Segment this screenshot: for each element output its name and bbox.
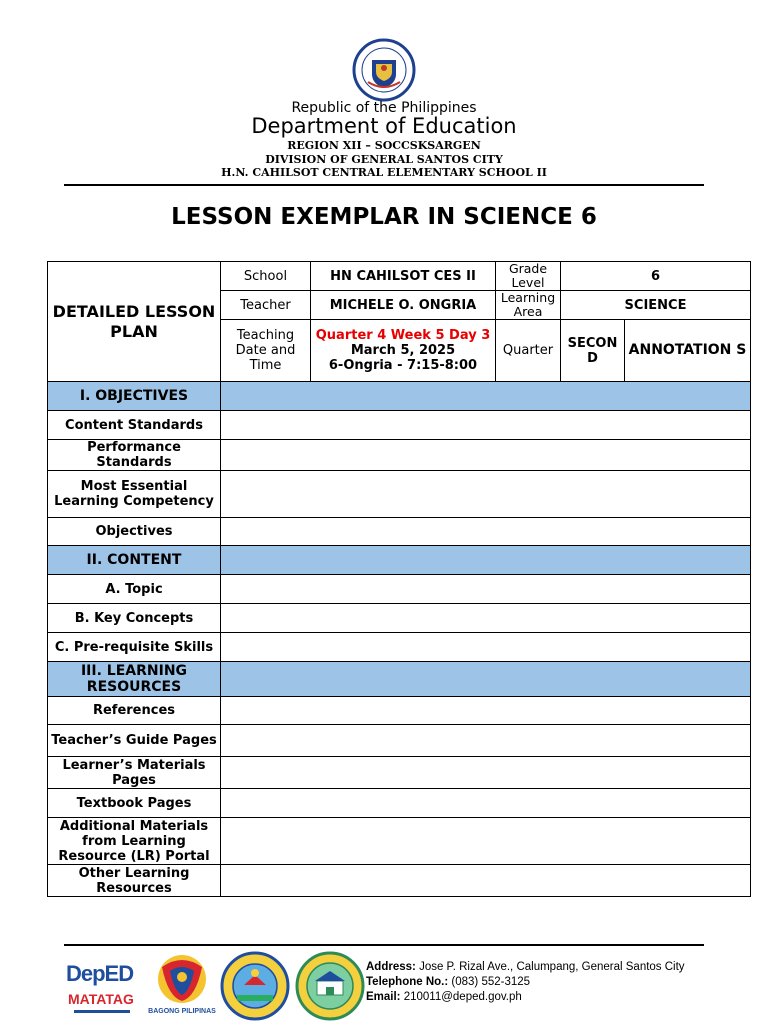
teacher-value: MICHELE O. ONGRIA — [311, 291, 496, 320]
section-content-fill — [221, 546, 751, 575]
row-additional-materials: Additional Materials from Learning Resource (LR) Portal — [48, 818, 221, 865]
footer-contact — [366, 960, 685, 1005]
date-time-cell — [311, 320, 496, 382]
division-line: DIVISION OF GENERAL SANTOS CITY — [265, 153, 503, 166]
date-quarter-week: Quarter 4 Week 5 Day 3 — [315, 328, 491, 343]
school-value: HN CAHILSOT CES II — [311, 262, 496, 291]
row-learners-materials: Learner’s Materials Pages — [48, 757, 221, 789]
row-other-resources: Other Learning Resources — [48, 865, 221, 897]
content-standards-value — [221, 411, 751, 440]
phone-value: (083) 552-3125 — [451, 976, 531, 988]
plan-label: DETAILED LESSON PLAN — [48, 262, 221, 382]
quarter-value: SECON D — [561, 320, 625, 382]
objectives-value — [221, 518, 751, 546]
row-melc: Most Essential Learning Competency — [48, 471, 221, 518]
row-topic: A. Topic — [48, 575, 221, 604]
footer-divider — [64, 944, 704, 946]
row-prerequisite-skills: C. Pre-requisite Skills — [48, 633, 221, 662]
row-performance-standards: Performance Standards — [48, 440, 221, 471]
email-label: Email: — [366, 991, 401, 1003]
footer-email — [366, 990, 685, 1005]
area-value: SCIENCE — [561, 291, 751, 320]
matatag-bar-icon — [74, 1009, 130, 1015]
other-resources-value — [221, 865, 751, 897]
date-label: Teaching Date and Time — [221, 320, 311, 382]
learners-materials-value — [221, 757, 751, 789]
school-seal-logo — [295, 951, 365, 1021]
row-teachers-guide: Teacher’s Guide Pages — [48, 725, 221, 757]
teachers-guide-value — [221, 725, 751, 757]
deped-matatag-logo — [64, 951, 140, 1019]
address-label: Address: — [366, 961, 416, 973]
prerequisite-skills-value — [221, 633, 751, 662]
row-objectives: Objectives — [48, 518, 221, 546]
deped-logo-text: DepED — [66, 961, 134, 986]
section-content: II. CONTENT — [48, 546, 221, 575]
page-title: LESSON EXEMPLAR IN SCIENCE 6 — [171, 204, 597, 230]
region-line: REGION XII – SOCCSKSARGEN — [287, 139, 481, 152]
bagong-pilipinas-emblem-icon — [148, 951, 216, 1007]
date-value: March 5, 2025 — [350, 343, 456, 358]
additional-materials-value — [221, 818, 751, 865]
row-content-standards: Content Standards — [48, 411, 221, 440]
section-objectives: I. OBJECTIVES — [48, 382, 221, 411]
division-seal-logo — [220, 951, 290, 1021]
textbook-pages-value — [221, 789, 751, 818]
section-resources-fill — [221, 662, 751, 697]
performance-standards-value — [221, 440, 751, 471]
row-references: References — [48, 697, 221, 725]
school-label: School — [221, 262, 311, 291]
annotations-label: ANNOTATION S — [625, 320, 751, 382]
row-textbook-pages: Textbook Pages — [48, 789, 221, 818]
grade-value: 6 — [561, 262, 751, 291]
lesson-plan-table — [47, 261, 751, 897]
melc-value — [221, 471, 751, 518]
time-value: 6-Ongria - 7:15-8:00 — [328, 358, 478, 373]
footer-phone — [366, 975, 685, 990]
country-line: Republic of the Philippines — [291, 100, 477, 116]
teacher-label: Teacher — [221, 291, 311, 320]
topic-value — [221, 575, 751, 604]
area-label: Learning Area — [496, 291, 561, 320]
header-divider — [64, 184, 704, 186]
department-name: Department of Education — [251, 114, 517, 138]
school-line: H.N. CAHILSOT CENTRAL ELEMENTARY SCHOOL II — [221, 166, 547, 179]
footer-address — [366, 960, 685, 975]
grade-label: Grade Level — [496, 262, 561, 291]
key-concepts-value — [221, 604, 751, 633]
deped-seal-logo — [346, 38, 422, 102]
matatag-logo-text: MATATAG — [68, 991, 134, 1007]
references-value — [221, 697, 751, 725]
bagong-pilipinas-text: BAGONG PILIPINAS — [148, 1008, 216, 1015]
section-objectives-fill — [221, 382, 751, 411]
quarter-label: Quarter — [496, 320, 561, 382]
section-learning-resources: III. LEARNING RESOURCES — [48, 662, 221, 697]
bagong-pilipinas-logo — [148, 951, 216, 1021]
row-key-concepts: B. Key Concepts — [48, 604, 221, 633]
address-value: Jose P. Rizal Ave., Calumpang, General Santos City — [419, 961, 685, 973]
phone-label: Telephone No.: — [366, 976, 449, 988]
email-value: 210011@deped.gov.ph — [403, 991, 522, 1003]
